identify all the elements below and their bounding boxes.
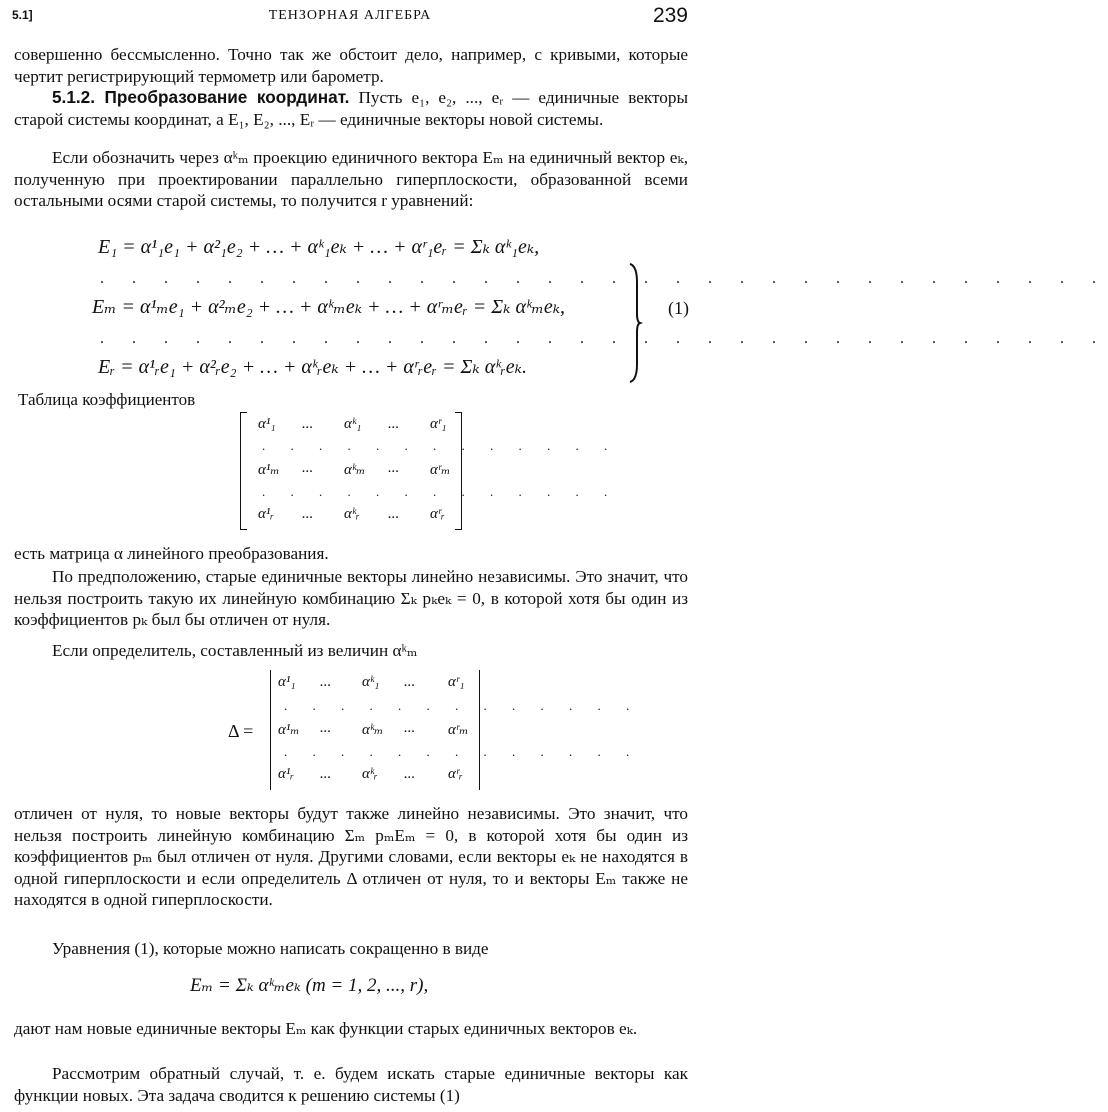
- table-label: Таблица коэффициентов: [18, 390, 196, 409]
- paragraph-2-text: Пусть e₁, e₂, ..., eᵣ — единичные векторы старой системы координат, а E₁, E₂, ..., Eᵣ — единичные векторы новой системы.: [14, 88, 689, 129]
- left-bar: [270, 670, 271, 790]
- matrix-cell: ...: [302, 460, 314, 476]
- paragraph-1: совершенно бессмысленно. Точно так же обстоит дело, например, с кривыми, которые чертит регистрирующий термометр или барометр.: [14, 45, 688, 86]
- det-cell: α¹ᵣ: [278, 766, 295, 782]
- paragraph-6: Если определитель, составленный из величин αᵏₘ: [52, 641, 418, 660]
- matrix-cell: αᵏᵣ: [344, 506, 360, 522]
- short-equation: Eₘ = Σₖ αᵏₘeₖ (m = 1, 2, ..., r),: [190, 975, 429, 996]
- right-bracket: [455, 412, 462, 530]
- det-cell: αᵏ₁: [362, 674, 380, 690]
- matrix-cell: α¹₁: [258, 416, 276, 432]
- matrix-cell: ...: [388, 460, 400, 476]
- matrix-dots: . . . . . . . . . . . . .: [262, 484, 619, 499]
- det-cell: α¹₁: [278, 674, 296, 690]
- det-cell: αʳₘ: [448, 722, 469, 738]
- paragraph-8: Уравнения (1), которые можно написать сокращенно в виде: [52, 939, 489, 958]
- matrix-cell: α¹ₘ: [258, 462, 280, 478]
- header-title: ТЕНЗОРНАЯ АЛГЕБРА: [268, 8, 432, 23]
- paragraph-5: По предположению, старые единичные векторы линейно независимы. Это значит, что нельзя построить такую их линейную комбинацию Σₖ pₖeₖ = 0, в которой хотя бы один из коэффициентов pₖ был бы отличен от нуля.: [14, 567, 688, 629]
- det-cell: αʳᵣ: [448, 766, 463, 782]
- section-heading: 5.1.2. Преобразование координат.: [52, 87, 350, 107]
- matrix-cell: αᵏ₁: [344, 416, 362, 432]
- paragraph-7: отличен от нуля, то новые векторы будут также линейно независимы. Это значит, что нельзя построить линейную комбинацию Σₘ pₘEₘ = 0, в которой хотя бы один из коэффициентов pₘ был отличен от нуля. Другими словами, если векторы eₖ не находятся в одной гиперплоскости и если определитель Δ отличен от нуля, то и векторы Eₘ также не находятся в одной гиперплоскости.: [14, 804, 688, 909]
- page-number: 239: [652, 4, 688, 27]
- right-brace: [628, 262, 640, 384]
- det-cell: ...: [404, 720, 416, 736]
- coefficient-matrix: [240, 412, 619, 532]
- left-bracket: [240, 412, 247, 530]
- matrix-cell: α¹ᵣ: [258, 506, 275, 522]
- det-cell: ...: [320, 674, 332, 690]
- matrix-cell: ...: [302, 416, 314, 432]
- dot-leader: . . . . . . . . . . . . . . . . . . . . . . . . . . . . . . . .: [100, 270, 1108, 287]
- matrix-cell: αᵏₘ: [344, 462, 366, 478]
- det-cell: ...: [404, 674, 416, 690]
- matrix-cell: αʳᵣ: [430, 506, 445, 522]
- det-cell: ...: [320, 720, 332, 736]
- det-cell: ...: [404, 766, 416, 782]
- equation-number: (1): [668, 298, 689, 318]
- delta-label: Δ =: [228, 721, 254, 741]
- equation-line-m: Eₘ = α¹ₘe₁ + α²ₘe₂ + … + αᵏₘeₖ + … + αʳₘeᵣ = Σₖ αᵏₘeₖ,: [92, 296, 566, 318]
- det-dots: . . . . . . . . . . . . .: [284, 698, 641, 713]
- header-section: 5.1]: [12, 8, 33, 22]
- matrix-cell: αʳₘ: [430, 462, 451, 478]
- paragraph-3: Если обозначить через αᵏₘ проекцию единичного вектора Eₘ на единичный вектор eₖ, полученную при проектировании параллельно гиперплоскости, образованной всеми остальными осями старой системы, то получится r уравнений:: [14, 148, 688, 210]
- determinant: [270, 670, 641, 792]
- det-cell: αʳ₁: [448, 674, 465, 690]
- matrix-dots: . . . . . . . . . . . . .: [262, 438, 619, 453]
- det-dots: . . . . . . . . . . . . .: [284, 744, 641, 759]
- right-bar: [479, 670, 480, 790]
- det-cell: αᵏₘ: [362, 722, 384, 738]
- matrix-cell: ...: [388, 416, 400, 432]
- paragraph-2: [14, 87, 688, 130]
- equation-line-r: Eᵣ = α¹ᵣe₁ + α²ᵣe₂ + … + αᵏᵣeₖ + … + αʳᵣeᵣ = Σₖ αᵏᵣeₖ.: [98, 356, 527, 378]
- paragraph-9: дают нам новые единичные векторы Eₘ как функции старых единичных векторов eₖ.: [14, 1019, 638, 1038]
- matrix-cell: ...: [302, 506, 314, 522]
- matrix-cell: ...: [388, 506, 400, 522]
- running-header: [12, 6, 688, 28]
- det-cell: ...: [320, 766, 332, 782]
- equation-line-1: E₁ = α¹₁e₁ + α²₁e₂ + … + αᵏ₁eₖ + … + αʳ₁eᵣ = Σₖ αᵏ₁eₖ,: [98, 236, 540, 258]
- det-cell: α¹ₘ: [278, 722, 300, 738]
- paragraph-10: Рассмотрим обратный случай, т. е. будем искать старые единичные векторы как функции новых. Эта задача сводится к решению системы (1): [14, 1064, 688, 1105]
- paragraph-4: есть матрица α линейного преобразования.: [14, 544, 329, 563]
- dot-leader: . . . . . . . . . . . . . . . . . . . . . . . . . . . . . . . .: [100, 330, 1108, 347]
- det-cell: αᵏᵣ: [362, 766, 378, 782]
- matrix-cell: αʳ₁: [430, 416, 447, 432]
